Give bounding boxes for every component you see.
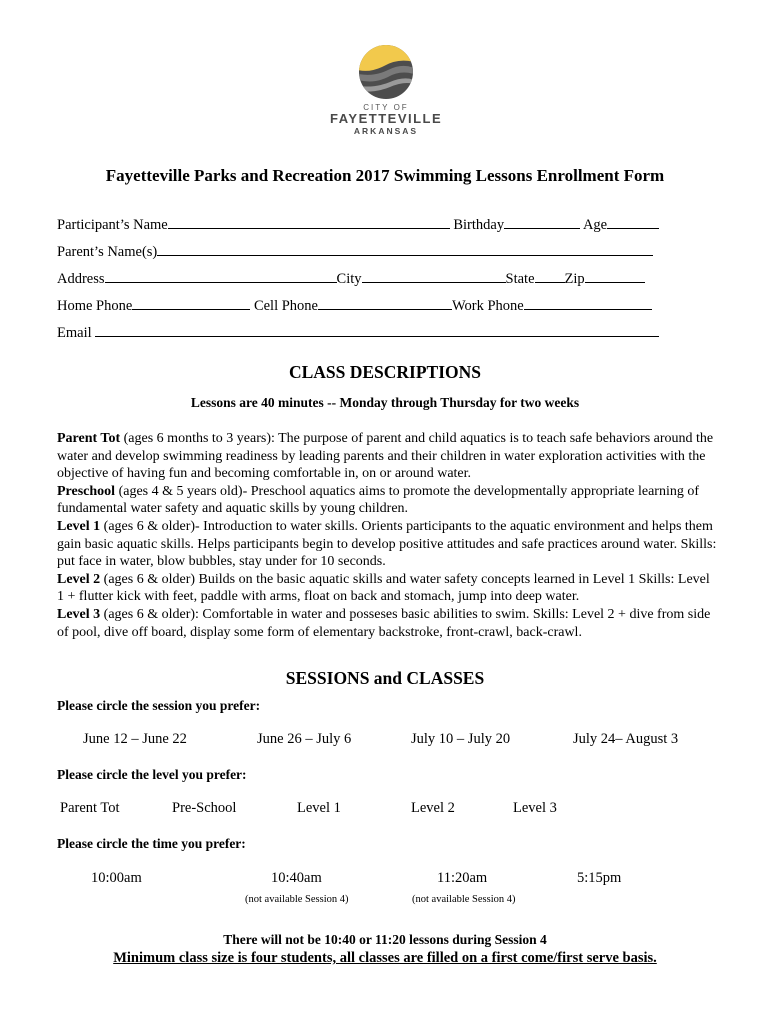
level-option-level-3[interactable]: Level 3 bbox=[513, 800, 557, 816]
birthday-label: Birthday bbox=[453, 217, 505, 233]
state-label: State bbox=[505, 271, 535, 287]
session-4-note: There will not be 10:40 or 11:20 lessons during Session 4 bbox=[223, 932, 547, 947]
time-prompt: Please circle the time you prefer: bbox=[57, 836, 246, 851]
class-text: (ages 4 & 5 years old)- Preschool aquatics aims to promote the developmentally appropriate learning of fundamental water safety and aquatic skills by young children. bbox=[57, 483, 700, 517]
class-name: Parent Tot bbox=[57, 431, 121, 446]
logo-city-name: FAYETTEVILLE bbox=[330, 111, 443, 126]
state-field[interactable] bbox=[535, 270, 565, 283]
sessions-heading: SESSIONS and CLASSES bbox=[285, 668, 485, 688]
address-row bbox=[57, 270, 677, 288]
work-phone-label: Work Phone bbox=[451, 298, 524, 314]
level-option-level-2[interactable]: Level 2 bbox=[411, 800, 455, 816]
time-option-515[interactable]: 5:15pm bbox=[577, 870, 622, 886]
class-name: Level 1 bbox=[57, 518, 101, 534]
class-name: Level 2 bbox=[57, 571, 101, 587]
class-descriptions-heading: CLASS DESCRIPTIONS bbox=[288, 362, 482, 382]
class-text: (ages 6 & older)- Introduction to water skills. Orients participants to the aquatic environment and helps them gain basic aquatic skills. Helps participants begin to develop positive attitudes and safe practices around water. Skills: put face in water, blow bubbles, stay under for 10 seconds. bbox=[57, 518, 717, 570]
class-descriptions bbox=[57, 430, 717, 641]
level-prompt: Please circle the level you prefer: bbox=[57, 767, 247, 782]
participant-name-field[interactable] bbox=[168, 216, 450, 229]
address-label: Address bbox=[57, 271, 105, 287]
phone-row bbox=[57, 297, 677, 315]
city-logo bbox=[330, 44, 442, 152]
form-title: Fayetteville Parks and Recreation 2017 Swimming Lessons Enrollment Form bbox=[105, 166, 665, 185]
fayetteville-logo-icon bbox=[358, 44, 414, 100]
city-label: City bbox=[336, 271, 362, 287]
zip-label: Zip bbox=[564, 271, 585, 287]
work-phone-field[interactable] bbox=[524, 297, 652, 310]
class-name: Level 3 bbox=[57, 606, 101, 622]
home-phone-label: Home Phone bbox=[57, 298, 133, 314]
class-level-1 bbox=[57, 518, 717, 571]
zip-field[interactable] bbox=[585, 270, 645, 283]
time-note-1040: (not available Session 4) bbox=[245, 894, 349, 905]
session-option-4[interactable]: July 24– August 3 bbox=[573, 731, 679, 747]
class-text: (ages 6 & older) Builds on the basic aquatic skills and water safety concepts learned in Level 1 Skills: Level 1 + flutter kick with feet, paddle with arms, float on back and stomach, jump into deep water. bbox=[57, 571, 710, 605]
level-option-preschool[interactable]: Pre-School bbox=[172, 800, 237, 816]
home-phone-field[interactable] bbox=[132, 297, 250, 310]
participant-row bbox=[57, 216, 677, 234]
time-note-1120: (not available Session 4) bbox=[412, 894, 516, 905]
logo-city-of: CITY OF bbox=[363, 103, 409, 112]
parents-names-label: Parent’s Name(s) bbox=[57, 244, 158, 260]
class-level-2 bbox=[57, 571, 717, 606]
parents-names-field[interactable] bbox=[157, 243, 653, 256]
age-field[interactable] bbox=[607, 216, 659, 229]
email-row bbox=[57, 324, 677, 342]
level-option-level-1[interactable]: Level 1 bbox=[297, 800, 341, 816]
class-text: (ages 6 months to 3 years): The purpose of parent and child aquatics is to teach safe behaviors around the water and develop swimming readiness by leading parents and their children in water exploration activities with the objective of having fun and becoming comfortable in, on or around water. bbox=[57, 431, 714, 482]
city-field[interactable] bbox=[362, 270, 506, 283]
time-option-1040[interactable]: 10:40am bbox=[271, 870, 322, 886]
class-parent-tot bbox=[57, 430, 717, 483]
email-field[interactable] bbox=[95, 324, 659, 337]
birthday-field[interactable] bbox=[504, 216, 580, 229]
session-prompt: Please circle the session you prefer: bbox=[57, 698, 261, 713]
age-label: Age bbox=[582, 217, 608, 233]
class-name: Preschool bbox=[57, 483, 116, 499]
time-option-1000[interactable]: 10:00am bbox=[91, 870, 142, 886]
parents-row bbox=[57, 243, 677, 261]
address-field[interactable] bbox=[105, 270, 337, 283]
class-text: (ages 6 & older): Comfortable in water and posseses basic abilities to swim. Skills: Level 2 + dive from side of pool, dive off board, display some form of elementary backstroke, front-crawl, back-crawl. bbox=[57, 606, 711, 640]
session-option-2[interactable]: June 26 – July 6 bbox=[257, 731, 352, 747]
lessons-note: Lessons are 40 minutes -- Monday through Thursday for two weeks bbox=[190, 395, 580, 410]
class-level-3 bbox=[57, 606, 717, 641]
participant-name-label: Participant’s Name bbox=[57, 217, 168, 233]
cell-phone-field[interactable] bbox=[318, 297, 452, 310]
logo-state: ARKANSAS bbox=[353, 126, 419, 136]
cell-phone-label: Cell Phone bbox=[253, 298, 318, 314]
level-option-parent-tot[interactable]: Parent Tot bbox=[60, 800, 120, 816]
class-preschool bbox=[57, 483, 717, 518]
session-option-1[interactable]: June 12 – June 22 bbox=[83, 731, 187, 747]
session-option-3[interactable]: July 10 – July 20 bbox=[411, 731, 511, 747]
minimum-class-note: Minimum class size is four students, all classes are filled on a first come/first serve basis. bbox=[113, 950, 657, 966]
time-option-1120[interactable]: 11:20am bbox=[437, 870, 488, 886]
email-label: Email bbox=[57, 325, 92, 341]
